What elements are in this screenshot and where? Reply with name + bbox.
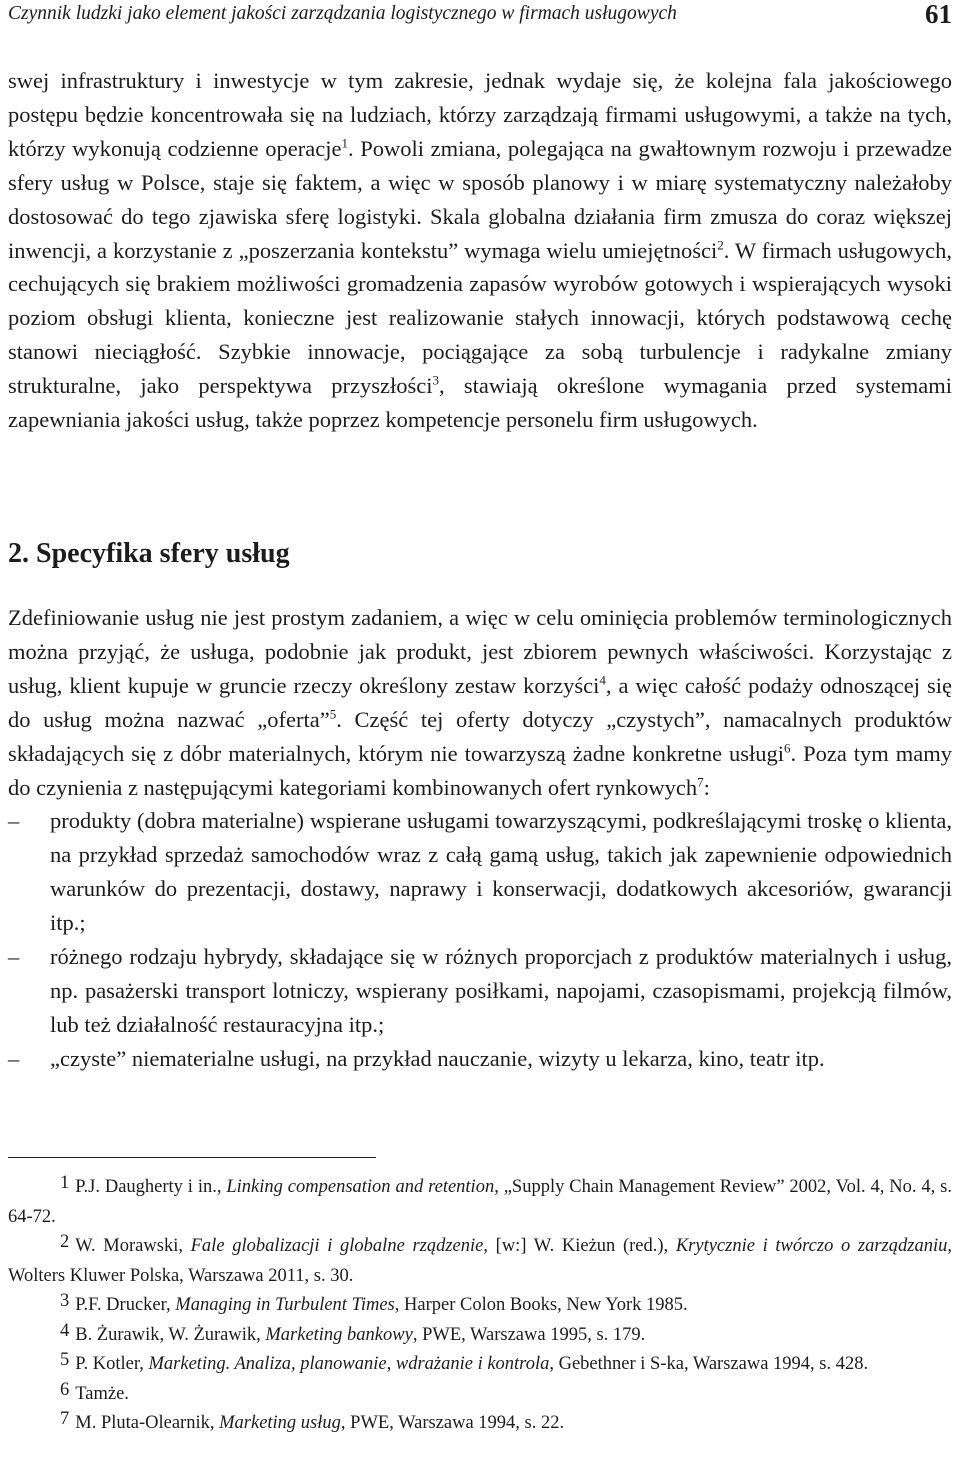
footnote-2 <box>8 1232 952 1291</box>
list-item <box>8 940 952 1042</box>
footnote-number: 2 <box>60 1232 70 1252</box>
list-item-text: „czyste” niematerialne usługi, na przykład nauczanie, wizyty u lekarza, kino, teatr itp. <box>50 1045 825 1071</box>
footnote-title: Linking compensation and retention <box>226 1177 495 1197</box>
offer-category-list <box>8 804 952 1075</box>
dash-bullet: – <box>8 944 20 970</box>
intro-paragraph <box>8 64 952 437</box>
footnote-text: P. Kotler, <box>75 1354 149 1374</box>
footnote-3 <box>8 1291 952 1321</box>
running-title: Czynnik ludzki jako element jakości zarządzania logistycznego w firmach usługowych <box>8 3 677 24</box>
footnote-number: 4 <box>60 1320 70 1341</box>
footnote-title: Managing in Turbulent Times <box>175 1295 395 1315</box>
section-sentence-4: . Poza tym mamy do czynienia z następującymi kategoriami kombinowanych ofert rynkowych <box>8 740 952 800</box>
footnote-title: Krytycznie i twórczo o zarządzaniu <box>675 1236 948 1256</box>
intro-punct: . <box>347 135 361 161</box>
section-sentence-1: Zdefiniowanie usług nie jest prostym zadaniem, a więc w celu ominięcia problemów terminologicznych można przyjąć, że usługa, podobnie jak produkt, jest zbiorem pewnych właściwości. Korzystając z usług, klient kupuje w gruncie rzeczy określony zestaw korzyści <box>8 605 952 698</box>
footnote-5 <box>8 1350 952 1380</box>
footnotes <box>8 1173 952 1439</box>
section-heading: 2. Specyfika sfery usług <box>8 538 290 569</box>
footnote-separator <box>8 1157 376 1158</box>
footnote-number: 3 <box>60 1291 70 1311</box>
section-paragraph <box>8 601 952 804</box>
intro-sentence-4: , stawiają określone wymagania przed systemami zapewniania jakości usług, także poprzez kompetencje personelu firm usługowych. <box>8 373 952 433</box>
section-text <box>8 601 952 1076</box>
footnote-ref-6[interactable]: 6 <box>784 740 791 756</box>
intro-sentence-3: . W firmach usługowych, cechujących się brakiem możliwości gromadzenia zapasów wyrobów gotowych i wspierających wysoki poziom obsługi klienta, konieczne jest realizowanie stałych innowacji, których podstawową cechę stanowi nieciągłość. Szybkie innowacje, pociągające za sobą turbulencje i radykalne zmiany strukturalne, jako perspektywa przyszłości <box>8 237 952 399</box>
footnote-text: W. Morawski, <box>75 1236 191 1256</box>
footnote-text: , PWE, Warszawa 1994, s. 22. <box>340 1413 565 1433</box>
footnote-ref-5[interactable]: 5 <box>329 706 337 722</box>
footnote-number: 5 <box>60 1350 70 1370</box>
footnote-ref-4[interactable]: 4 <box>599 672 606 688</box>
footnote-text: , [w:] W. Kieżun (red.), <box>483 1236 676 1256</box>
section-sentence-2: , a więc całość podaży odnoszącej się do usług można nazwać „oferta” <box>8 672 952 732</box>
footnote-number: 7 <box>60 1409 70 1429</box>
footnote-text: , Harper Colon Books, New York 1985. <box>394 1295 688 1315</box>
footnote-text: P.F. Drucker, <box>75 1295 176 1315</box>
footnote-text: P.J. Daugherty i in., <box>75 1177 227 1197</box>
intro-sentence: swej infrastruktury i inwestycje w tym zakresie, jednak wydaje się, że kolejna fala jakościowego postępu będzie koncentrowała się na ludziach, którzy zarządzają firmami usługowymi, a także na tych, którzy wykonują codzienne operacje <box>8 68 952 161</box>
dash-bullet: – <box>8 1045 20 1071</box>
footnote-text: , „Supply Chain Management Review” 2002, Vol. 4, No. 4, s. 64-72. <box>8 1177 952 1227</box>
page-number: 61 <box>925 0 952 29</box>
footnote-6 <box>8 1380 952 1410</box>
footnote-text: B. Żurawik, W. Żurawik, <box>75 1324 266 1345</box>
intro-sentence-2: Powoli zmiana, polegająca na gwałtownym rozwoju i przewadze sfery usług w Polsce, staje się faktem, a więc w sposób planowy i w miarę systematyczny należałoby dostosować do tego zjawiska sferę logistyki. Skala globalna działania firm zmusza do coraz większej inwencji, a korzystanie z „poszerzania kontekstu” wymaga wielu umiejętności <box>8 135 953 263</box>
footnote-text: , Gebethner i S-ka, Warszawa 1994, s. 428. <box>549 1354 869 1374</box>
footnote-text: , PWE, Warszawa 1995, s. 179. <box>412 1324 646 1345</box>
footnote-title: Fale globalizacji i globalne rządzenie <box>190 1236 484 1256</box>
footnote-text: , Wolters Kluwer Polska, Warszawa 2011, s. 30. <box>8 1236 952 1286</box>
footnote-number: 1 <box>60 1173 70 1193</box>
dash-bullet: – <box>8 808 20 834</box>
footnote-text: Tamże. <box>75 1383 129 1404</box>
footnote-number: 6 <box>60 1379 70 1400</box>
footnote-1 <box>8 1173 952 1232</box>
footnote-ref-3[interactable]: 3 <box>432 372 440 388</box>
footnote-4 <box>8 1321 952 1351</box>
list-item <box>8 1042 952 1076</box>
section-colon: : <box>703 774 710 800</box>
list-item-text: produkty (dobra materialne) wspierane usługami towarzyszącymi, podkreślającymi troskę o klienta, na przykład sprzedaż samochodów wraz z całą gamą usług, takich jak zapewnienie odpowiednich warunków do prezentacji, dostawy, naprawy i konserwacji, dodatkowych akcesoriów, gwarancji itp.; <box>50 808 952 936</box>
footnote-ref-7[interactable]: 7 <box>697 774 704 790</box>
running-header <box>8 0 952 30</box>
intro-text <box>8 64 952 437</box>
footnote-title: Marketing. Analiza, planowanie, wdrażanie i kontrola <box>148 1354 550 1374</box>
footnote-text: M. Pluta-Olearnik, <box>75 1413 220 1433</box>
footnote-title: Marketing usług <box>219 1413 341 1433</box>
section-sentence-3: . Część tej oferty dotyczy „czystych”, namacalnych produktów składających się z dóbr materialnych, którym nie towarzyszą żadne konkretne usługi <box>8 706 952 766</box>
footnote-ref-2[interactable]: 2 <box>717 237 724 253</box>
list-item <box>8 804 952 940</box>
footnote-7 <box>8 1409 952 1439</box>
footnote-ref-1[interactable]: 1 <box>341 135 348 151</box>
list-item-text: różnego rodzaju hybrydy, składające się w różnych proporcjach z produktów materialnych i usług, np. pasażerski transport lotniczy, wspierany posiłkami, napojami, czasopismami, projekcją filmów, lub też działalność restauracyjna itp.; <box>50 944 952 1037</box>
footnote-title: Marketing bankowy <box>265 1324 413 1345</box>
